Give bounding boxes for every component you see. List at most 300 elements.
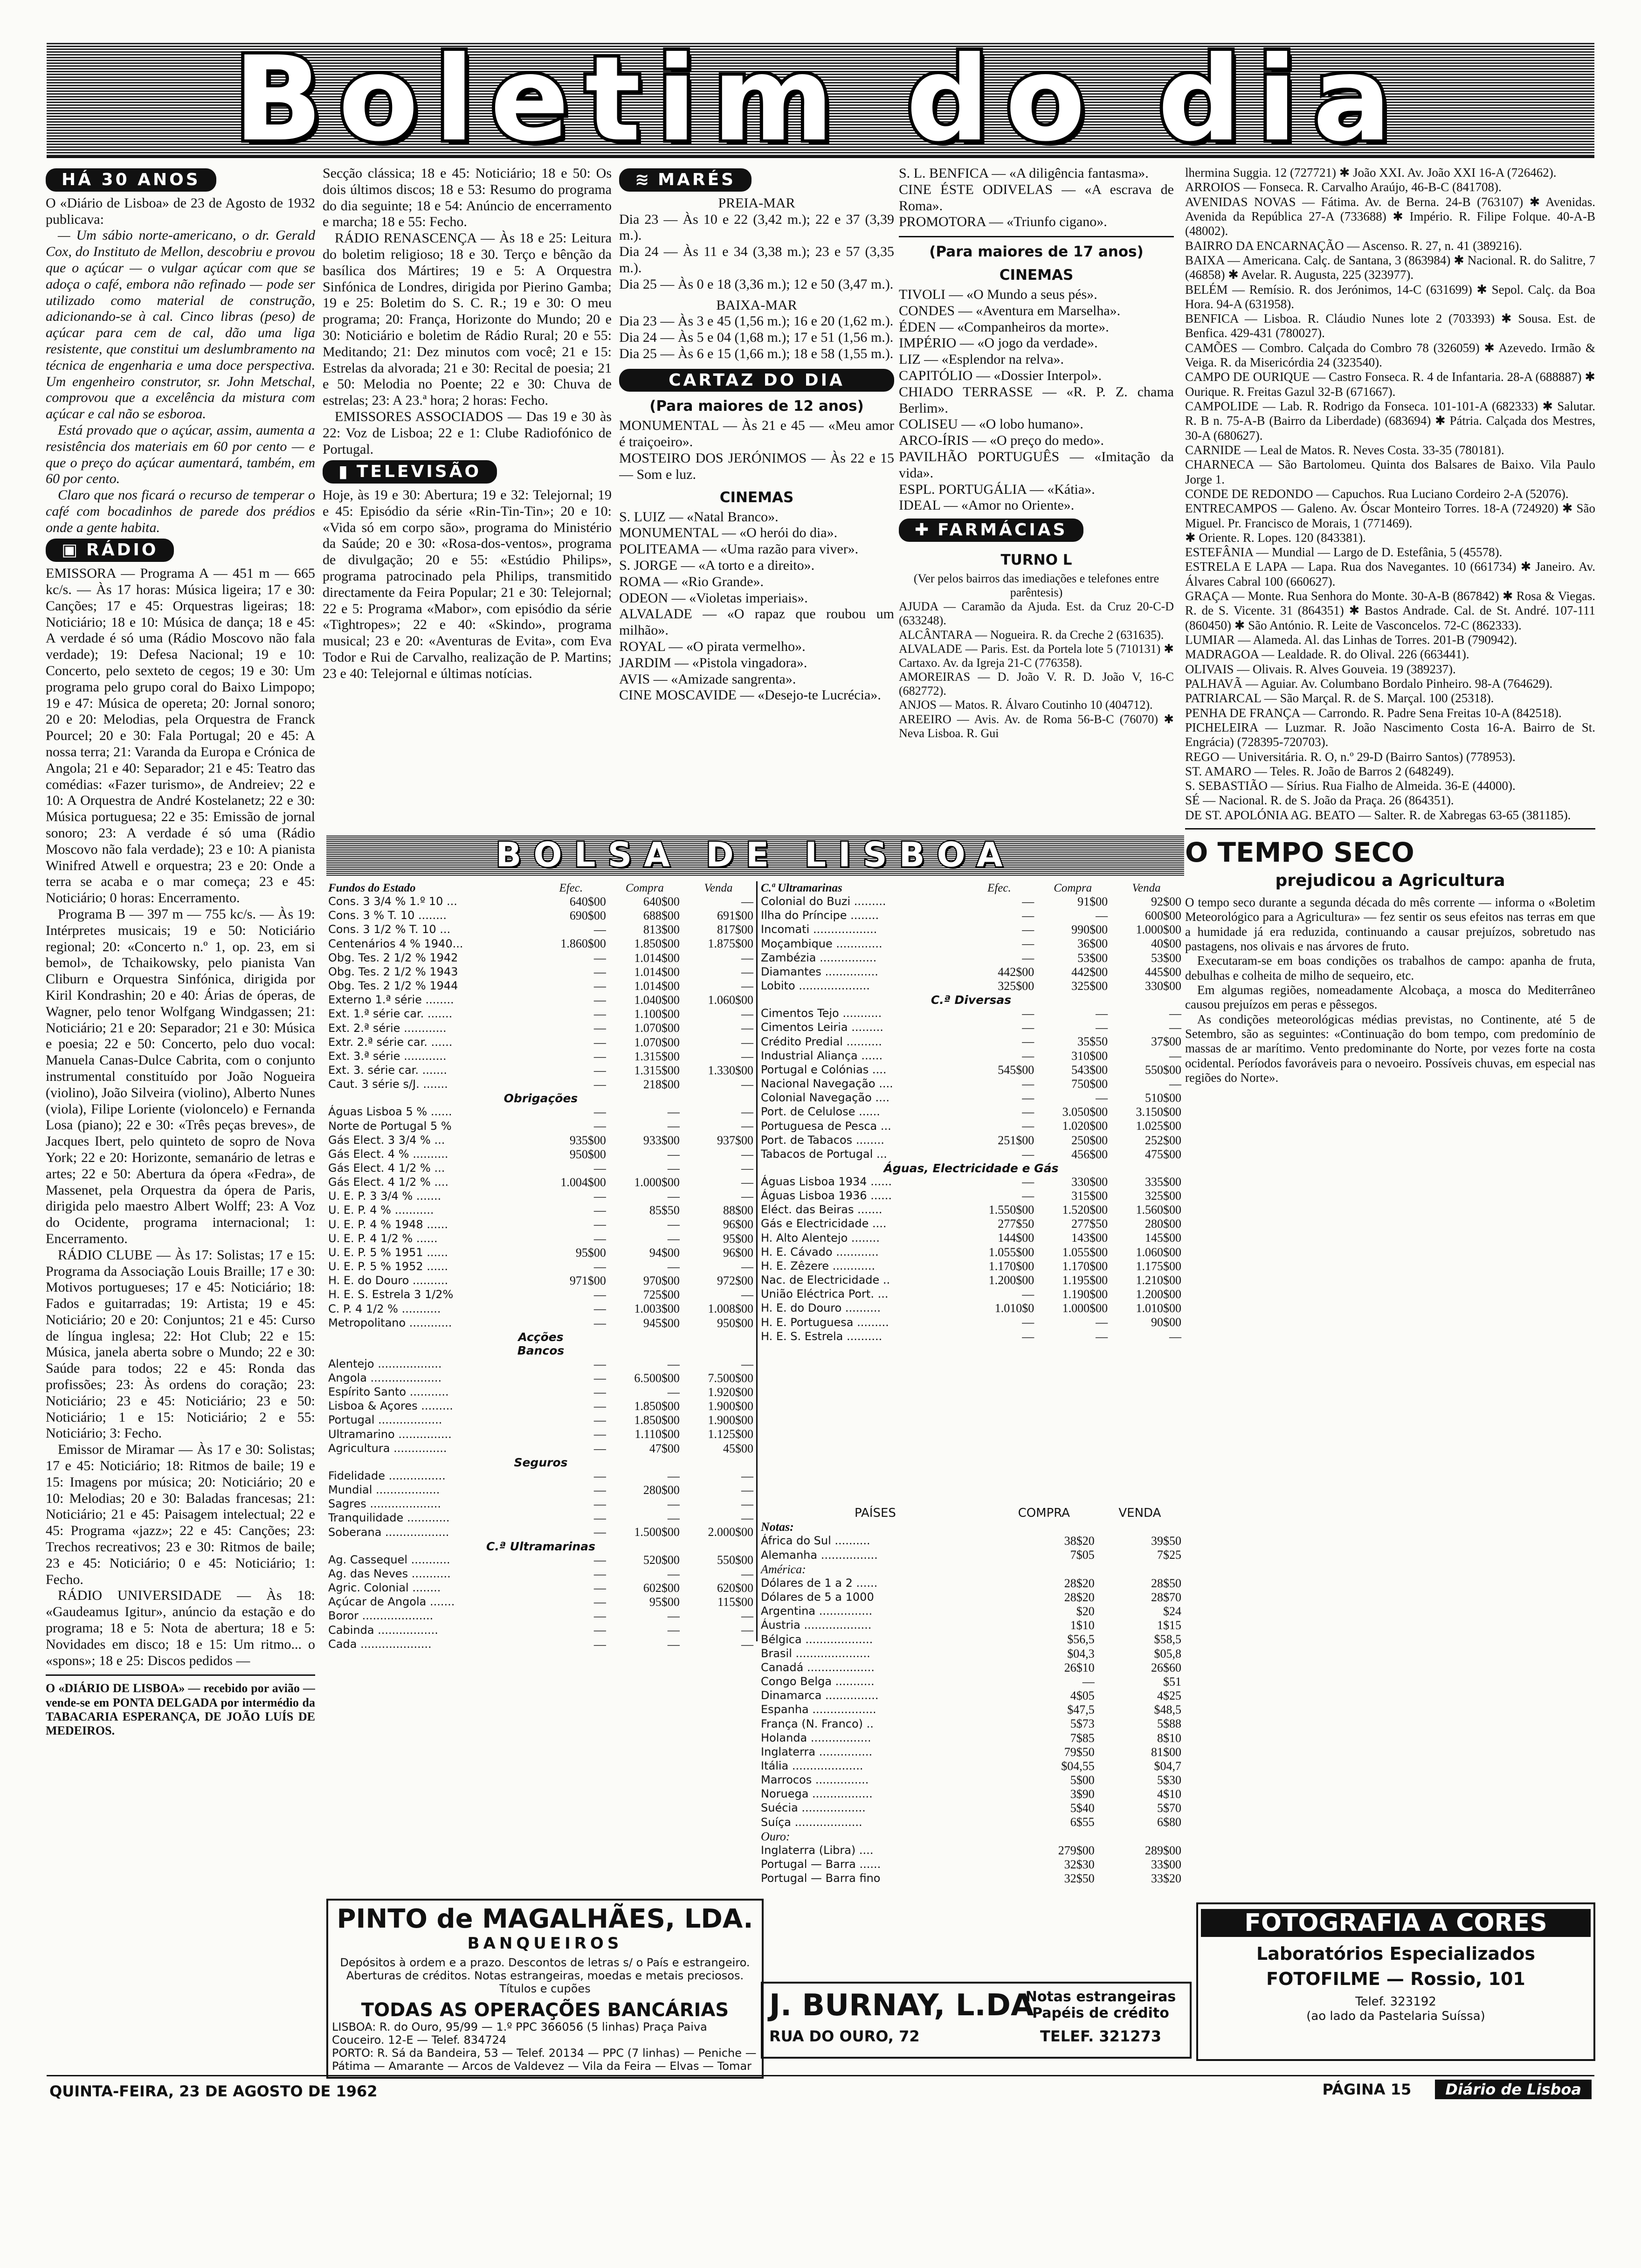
price-cell: 1.060$00 — [708, 993, 753, 1007]
price-cell: 442$00 — [998, 965, 1034, 979]
tide-entry: Dia 23 — Às 3 e 45 (1,56 m.); 16 e 20 (1,62 m.). — [619, 313, 894, 329]
table-row — [759, 1675, 1183, 1689]
security-name: Ext. 1.ª série car. ....... — [328, 1007, 453, 1021]
pharmacy-entry: BAIXA — Americana. Calç. de Santana, 3 (863984) ✱ Nacional. R. do Salitre, 7 (46858) ✱ Avelar. R. Augusta, 225 (323977). — [1185, 253, 1595, 282]
price-cell: — — [1022, 1329, 1034, 1343]
security-name: H. E. Cávado ............ — [761, 1245, 879, 1258]
ponta-delgada-note: O «DIÁRIO DE LISBOA» — recebido por avião — vende-se em PONTA DELGADA por intermédio da TABACARIA ESPERANÇA, DE JOÃO LUÍS DE MEDEIROS. — [46, 1681, 315, 1737]
table-row — [759, 1273, 1183, 1287]
cinema-entry: ÉDEN — «Companheiros da morte». — [899, 319, 1109, 335]
cinemas-title: CINEMAS — [999, 267, 1074, 284]
column-header: Fundos do Estado — [328, 882, 416, 894]
rate-cell: 5$40 — [1070, 1801, 1095, 1815]
price-cell: 1.055$00 — [1062, 1245, 1108, 1259]
price-cell: 325$00 — [1145, 1189, 1181, 1203]
price-cell: 691$00 — [717, 909, 753, 923]
price-cell: — — [593, 993, 606, 1007]
rate-cell: 28$70 — [1151, 1590, 1181, 1604]
table-row — [759, 1007, 1183, 1021]
table-row — [759, 1021, 1183, 1035]
price-cell: 1.000$00 — [634, 1175, 680, 1189]
column-3 — [619, 166, 894, 704]
price-cell: 1.210$00 — [1136, 1273, 1181, 1287]
price-cell: 1.014$00 — [634, 965, 680, 979]
security-name: Ag. das Neves ........... — [328, 1567, 451, 1580]
price-cell: — — [667, 1511, 680, 1525]
table-row — [759, 1245, 1183, 1259]
price-cell: 640$00 — [569, 895, 606, 908]
price-cell: 950$00 — [717, 1316, 753, 1330]
price-cell: 92$00 — [1151, 895, 1181, 908]
security-name: U. E. P. 4 1/2 % ...... — [328, 1231, 438, 1245]
price-cell: 935$00 — [569, 1133, 606, 1147]
price-cell: 1.920$00 — [708, 1385, 753, 1399]
price-cell: 280$00 — [1145, 1217, 1181, 1231]
table-row — [326, 1623, 755, 1637]
fotografia-ad — [1196, 1902, 1595, 2061]
price-cell: 7.500$00 — [708, 1371, 753, 1385]
price-cell: 96$00 — [723, 1245, 753, 1259]
table-row — [326, 1427, 755, 1441]
column-4 — [899, 166, 1174, 740]
column-header: Venda — [1132, 882, 1161, 894]
price-cell: — — [741, 1049, 753, 1063]
column-2 — [323, 166, 612, 682]
price-cell: 1.850$00 — [634, 937, 680, 951]
price-cell: — — [593, 1581, 606, 1595]
cinema-entry: TIVOLI — «O Mundo a seus pés». — [899, 287, 1097, 303]
security-name: U. E. P. 4 % 1948 ...... — [328, 1217, 448, 1231]
security-name: Lobito .................... — [761, 979, 870, 993]
security-name: Gás Elect. 4 1/2 % ... — [328, 1161, 445, 1175]
price-cell: 1.900$00 — [708, 1399, 753, 1413]
price-cell: 1.900$00 — [708, 1413, 753, 1427]
security-name: Portugal e Colónias .... — [761, 1063, 887, 1076]
table-row — [326, 1050, 755, 1064]
price-cell: — — [1022, 1049, 1034, 1063]
table-row — [759, 1105, 1183, 1119]
pharmacy-entry: ANJOS — Matos. R. Álvaro Coutinho 10 (404712). — [899, 698, 1153, 712]
price-cell: 1.014$00 — [634, 979, 680, 993]
table-row — [759, 1189, 1183, 1203]
table-row — [326, 1483, 755, 1497]
price-cell: — — [593, 1302, 606, 1316]
table-row — [326, 1302, 755, 1316]
price-cell: 6.500$00 — [634, 1371, 680, 1385]
price-cell: — — [593, 1259, 606, 1273]
price-cell: 277$50 — [1071, 1217, 1108, 1231]
country-name: Itália .................... — [761, 1759, 863, 1772]
price-cell: — — [593, 1063, 606, 1077]
radio-paragraph: RÁDIO UNIVERSIDADE — Às 18: «Gaudeamus Igitur», anúncio da estação e do programa; 18 e 5: Nota de abertura; 18 e 5: Novidades em disco; 18 e 15: Um ritmo... o «spons»; 18 e 25: Discos pedidos — — [46, 1588, 315, 1668]
security-name: Metropolitano ............ — [328, 1316, 452, 1329]
price-cell: 145$00 — [1145, 1231, 1181, 1245]
table-header-row — [759, 881, 1183, 895]
rate-cell: 33$20 — [1151, 1872, 1181, 1886]
cinema-entry: PROMOTORA — «Triunfo cigano». — [899, 214, 1107, 230]
price-cell: — — [593, 1623, 606, 1637]
price-cell: — — [593, 1288, 606, 1302]
price-cell: — — [741, 1021, 753, 1035]
section-row — [326, 1092, 755, 1105]
cinema-entry: CINE ÉSTE ODIVELAS — «A escrava de Roma». — [899, 181, 1174, 214]
pharmacy-entry: BAIRRO DA ENCARNAÇÃO — Ascenso. R. 27, n. 41 (389216). — [1185, 238, 1523, 253]
security-name: Portuguesa de Pesca ... — [761, 1119, 891, 1133]
show-entry: MONUMENTAL — Às 21 e 45 — «Meu amor é traiçoeiro». — [619, 418, 894, 450]
rate-cell: $48,5 — [1154, 1703, 1181, 1717]
price-cell: — — [667, 1357, 680, 1371]
price-cell: — — [667, 1231, 680, 1245]
price-cell: 1.125$00 — [708, 1427, 753, 1441]
price-cell: — — [593, 1105, 606, 1119]
price-cell: — — [741, 1357, 753, 1371]
tempo-title: O TEMPO SECO — [1185, 837, 1414, 869]
table-row — [326, 1288, 755, 1302]
rate-cell: 6$80 — [1157, 1815, 1181, 1829]
security-name: Ext. 3.ª série ............ — [328, 1049, 447, 1063]
price-cell: 550$00 — [717, 1553, 753, 1567]
price-cell: — — [1022, 895, 1034, 908]
price-cell: — — [667, 1385, 680, 1399]
table-row — [759, 1731, 1183, 1745]
price-cell: 1.200$00 — [988, 1273, 1034, 1287]
rate-cell: 81$00 — [1151, 1745, 1181, 1759]
price-cell: 35$50 — [1077, 1035, 1108, 1049]
security-name: Gás e Electricidade .... — [761, 1217, 887, 1231]
radio-paragraph: Emissor de Miramar — Às 17 e 30: Solistas; 17 e 45: Noticiário; 18: Ritmos de baile; 19 e 15: Imagens por música; 20: Noticiário; 20 e 10: Melodias; 20 e 30: Baladas francesas; 21: Noticiário; 21 e 45: Paisagem intelectual; 22 e 45: Programa «jazz»; 22 e 45: Canções; 23: Trechos recreativos; 23 e 30: Ritmos de baile; 23 e 45: Noticiário; 0 e 45: Noticiário; 1: Fecho. — [46, 1442, 315, 1587]
table-row — [759, 1618, 1183, 1632]
country-name: Congo Belga ........... — [761, 1675, 875, 1688]
bolsa-banner — [326, 835, 1184, 876]
section-label: C.ª Ultramarinas — [486, 1539, 596, 1553]
price-cell: 335$00 — [1145, 1175, 1181, 1189]
tempo-paragraph: Em algumas regiões, nomeadamente Alcobaça, a mosca do Mediterrâneo causou prejuízos em peras e pêssegos. — [1185, 982, 1595, 1012]
pharmacy-entry: ST. AMARO — Teles. R. João de Barros 2 (648249). — [1185, 764, 1454, 778]
rate-cell: $04,55 — [1061, 1759, 1095, 1773]
price-cell: 1.550$00 — [988, 1203, 1034, 1217]
pharmacy-entry: SÉ — Nacional. R. de S. João da Praça. 26 (864351). — [1185, 793, 1454, 808]
table-row — [759, 1717, 1183, 1731]
table-row — [326, 1357, 755, 1371]
security-name: Norte de Portugal 5 % — [328, 1119, 452, 1133]
price-cell: 1.060$00 — [1136, 1245, 1181, 1259]
price-cell: 1.008$00 — [708, 1302, 753, 1316]
column-rule — [756, 881, 758, 1641]
rate-cell: $05,8 — [1154, 1646, 1181, 1660]
cinema-entry: ESPL. PORTUGÁLIA — «Kátia». — [899, 481, 1095, 497]
table-row — [326, 1105, 755, 1119]
table-row — [326, 993, 755, 1007]
price-cell: 1.190$00 — [1062, 1287, 1108, 1301]
table-row — [326, 1399, 755, 1413]
farmacias-title: FARMÁCIAS — [938, 520, 1068, 540]
price-cell: 817$00 — [717, 923, 753, 937]
price-cell: — — [667, 1259, 680, 1273]
price-cell: 933$00 — [643, 1133, 680, 1147]
pharmacy-entry: CAMÕES — Combro. Calçada do Combro 78 (326059) ✱ Azevedo. Irmão & Veiga. R. da Misericórdia 24 (323540). — [1185, 340, 1595, 370]
price-cell: 88$00 — [723, 1203, 753, 1217]
column-header: PAÍSES — [855, 1506, 896, 1520]
price-cell: 1.014$00 — [634, 951, 680, 965]
radio-icon: ▣ — [62, 540, 80, 560]
price-cell: — — [1022, 1189, 1034, 1203]
price-cell: 3.150$00 — [1136, 1105, 1181, 1119]
price-cell: — — [1022, 1077, 1034, 1091]
price-cell: — — [741, 1259, 753, 1273]
country-name: Argentina ............... — [761, 1604, 873, 1618]
rate-cell: 5$88 — [1157, 1717, 1181, 1731]
ad-company-name: J. BURNAY, L.DA — [769, 1988, 1034, 2023]
ad-phone: Telef. 323192 — [1355, 1995, 1436, 2009]
price-cell: — — [741, 965, 753, 979]
price-cell: — — [741, 1511, 753, 1525]
price-cell: 310$00 — [1071, 1049, 1108, 1063]
security-name: H. E. S. Estrela .......... — [761, 1329, 883, 1343]
section-label: Águas, Electricidade e Gás — [883, 1161, 1059, 1175]
security-name: H. E. do Douro .......... — [328, 1274, 448, 1287]
cinema-entry: COLISEU — «O lobo humano». — [899, 416, 1083, 432]
price-cell: — — [1022, 1175, 1034, 1189]
column-header: Efec. — [559, 882, 583, 894]
table-row — [759, 965, 1183, 979]
price-cell: — — [593, 923, 606, 937]
table-row — [759, 1773, 1183, 1787]
pharmacy-entry: PATRIARCAL — São Marçal. R. de S. Marçal. 100 (25318). — [1185, 691, 1494, 705]
country-name: Alemanha ................ — [761, 1548, 878, 1562]
price-cell: — — [593, 1385, 606, 1399]
ha30-paragraph: Claro que nos ficará o recurso de temperar o café com bocadinhos de parede dos prédios onde a gente habita. — [46, 487, 315, 535]
pharmacy-entry: ENTRECAMPOS — Galeno. Av. Óscar Monteiro Torres. 18-A (724920) ✱ São Miguel. Pr. Francisco de Morais, 1 (771469). — [1185, 501, 1595, 530]
security-name: C. P. 4 1/2 % ........... — [328, 1302, 441, 1315]
price-cell: — — [1022, 937, 1034, 951]
security-name: Ultramarino ............... — [328, 1427, 452, 1441]
tempo-paragraph: O tempo seco durante a segunda década do mês corrente — informa o «Boletim Meteorológico para a Agricultura» — fez sentir os seus efeitos nas terras em que a humidade já era reduzida, continuando a causar prejuízos, sobretudo nas pastagens, nos olivais e nas árvores de fruto. — [1185, 895, 1595, 954]
price-cell: — — [593, 1413, 606, 1427]
ha30-paragraph: — Um sábio norte-americano, o dr. Gerald Cox, do Instituto de Mellon, descobriu e provou que o açúcar — o vulgar açúcar com que se adoça o café, embora não refinado — pode ser utilizado como material de construção, adicionando-se à cal. Cinco libras (peso) de açúcar para cem de cal, dão uma liga resistente, que constitui um deslumbramento na técnica de engenharia e uma doce perspectiva. Um engenheiro construtor, sr. John Metschal, comprovou que a excelência da mistura com açúcar e cal não se esboroa. — [46, 228, 315, 422]
price-cell: — — [593, 1553, 606, 1567]
price-cell: 545$00 — [998, 1063, 1034, 1077]
price-cell: 95$00 — [575, 1245, 606, 1259]
pharmacy-entry: AMOREIRAS — D. João V. R. D. João V, 16-C (682772). — [899, 670, 1174, 698]
security-name: Cimentos Tejo ........... — [761, 1007, 882, 1020]
rate-cell: 28$50 — [1151, 1576, 1181, 1590]
tv-icon: ▮ — [338, 462, 350, 482]
cartaz-title: CARTAZ DO DIA — [669, 370, 845, 390]
table-row — [326, 1595, 755, 1609]
price-cell: 1.110$00 — [634, 1427, 680, 1441]
price-cell: — — [593, 1511, 606, 1525]
pharmacy-entry: PICHELEIRA — Luzmar. R. João Nascimento Costa 16-A. Bairro de St. Engrácia) (728395-720703). — [1185, 720, 1595, 749]
price-cell: 143$00 — [1071, 1231, 1108, 1245]
table-row — [759, 979, 1183, 993]
price-cell: 1.100$00 — [634, 1007, 680, 1021]
ha30-header — [46, 168, 216, 192]
price-cell: 53$00 — [1151, 951, 1181, 965]
table-row — [759, 1632, 1183, 1646]
country-name: Espanha .................. — [761, 1703, 876, 1716]
price-cell: — — [741, 1119, 753, 1133]
price-cell: — — [667, 1637, 680, 1651]
price-cell: — — [1022, 1091, 1034, 1105]
price-cell: 475$00 — [1145, 1147, 1181, 1161]
table-row — [326, 1260, 755, 1274]
rate-cell: 26$60 — [1151, 1660, 1181, 1674]
security-name: U. E. P. 5 % 1952 ...... — [328, 1260, 448, 1273]
price-cell: — — [741, 951, 753, 965]
country-name: Portugal — Barra ...... — [761, 1858, 881, 1871]
security-name: Diamantes ............... — [761, 965, 878, 978]
tide-entry: Dia 23 — Às 10 e 22 (3,42 m.); 22 e 37 (3,39 m.). — [619, 211, 894, 243]
price-cell: 971$00 — [569, 1274, 606, 1288]
pharmacy-entry: BENFICA — Lisboa. R. Cláudio Nunes lote 2 (703393) ✱ Sousa. Est. de Benfica. 429-431 (780027). — [1185, 311, 1595, 340]
table-row — [326, 1413, 755, 1427]
security-name: Industrial Aliança ...... — [761, 1049, 883, 1062]
price-cell: 1.000$00 — [1062, 1301, 1108, 1315]
price-cell: 688$00 — [643, 909, 680, 923]
rate-cell: 3$90 — [1070, 1787, 1095, 1801]
price-cell: 520$00 — [643, 1553, 680, 1567]
security-name: Espírito Santo ........... — [328, 1385, 449, 1399]
price-cell: 1.040$00 — [634, 993, 680, 1007]
ad-deposits-text: Depósitos à ordem e a prazo. Descontos de letras s/ o País e estrangeiro. Aberturas de créditos. Notas estrangeiras, moedas e metais preciosos. Títulos e cupões — [340, 1956, 750, 1996]
price-cell: — — [741, 1567, 753, 1581]
column-header: Compra — [1054, 882, 1092, 894]
pharmacy-entry: AVENIDAS NOVAS — Fátima. Av. de Berna. 24-B (763107) ✱ Avenidas. Avenida da República 27-A (733688) ✱ Império. R. Filipe Folque. 40-A-B (48002). — [1185, 194, 1595, 238]
table-row — [759, 1759, 1183, 1773]
security-name: Nacional Navegação .... — [761, 1077, 893, 1091]
price-cell: 1.070$00 — [634, 1021, 680, 1035]
table-row — [759, 1035, 1183, 1049]
price-cell: 250$00 — [1071, 1133, 1108, 1147]
price-cell: 280$00 — [643, 1483, 680, 1497]
price-cell: — — [1096, 1021, 1108, 1035]
table-row — [326, 1442, 755, 1456]
rate-cell: — — [1082, 1674, 1095, 1688]
table-row — [326, 1567, 755, 1581]
country-name: Suíça ................... — [761, 1815, 862, 1829]
section-row — [326, 1330, 755, 1344]
security-name: Ag. Cassequel ........... — [328, 1553, 450, 1566]
price-cell: — — [593, 979, 606, 993]
price-cell: — — [1022, 1021, 1034, 1035]
table-row — [326, 1469, 755, 1483]
table-row — [326, 1021, 755, 1035]
price-cell: 442$00 — [1071, 965, 1108, 979]
rate-cell: 38$20 — [1064, 1534, 1095, 1548]
price-cell: — — [1096, 1315, 1108, 1329]
pharmacy-list — [1185, 166, 1595, 823]
country-name: Holanda ................. — [761, 1731, 871, 1744]
security-name: Externo 1.ª série ........ — [328, 993, 454, 1007]
price-cell: 972$00 — [717, 1274, 753, 1288]
price-cell: 640$00 — [643, 895, 680, 908]
table-row — [759, 1815, 1183, 1829]
rate-cell: $56,5 — [1067, 1632, 1095, 1646]
cinema-entry: AVIS — «Amizade sangrenta». — [619, 671, 796, 687]
price-cell: 1.875$00 — [708, 937, 753, 951]
table-row — [759, 1703, 1183, 1717]
price-cell: 45$00 — [723, 1441, 753, 1455]
country-name: Inglaterra ............... — [761, 1745, 873, 1758]
price-cell: 620$00 — [717, 1581, 753, 1595]
security-name: Port. de Celulose ...... — [761, 1105, 880, 1119]
ad-address: RUA DO OURO, 72 — [769, 2027, 920, 2045]
price-cell: 277$50 — [998, 1217, 1034, 1231]
price-cell: 47$00 — [649, 1441, 680, 1455]
price-cell: 325$00 — [998, 979, 1034, 993]
rate-cell: $51 — [1163, 1674, 1181, 1688]
price-cell: — — [1169, 1049, 1181, 1063]
masthead — [47, 31, 1594, 167]
price-cell: — — [593, 1021, 606, 1035]
price-cell: — — [741, 1483, 753, 1497]
pharmacy-entry: CONDE DE REDONDO — Capuchos. Rua Luciano Cordeiro 2-A (52076). — [1185, 486, 1569, 501]
price-cell: — — [593, 1316, 606, 1330]
footer-right — [1323, 2081, 1592, 2098]
price-cell: 1.195$00 — [1062, 1273, 1108, 1287]
cinemas-title: CINEMAS — [719, 489, 794, 506]
pharmacy-entry: PALHAVÃ — Aguiar. Av. Columbano Bordalo Pinheiro. 98-A (764629). — [1185, 676, 1553, 691]
footer-date: QUINTA-FEIRA, 23 DE AGOSTO DE 1962 — [49, 2082, 378, 2100]
cinema-entry: PAVILHÃO PORTUGUÊS — «Imitação da vida». — [899, 449, 1174, 481]
security-name: Águas Lisboa 1936 ...... — [761, 1189, 892, 1203]
price-cell: — — [593, 1203, 606, 1217]
security-name: Ilha do Príncipe ........ — [761, 909, 879, 922]
ad-shop: FOTOFILME — Rossio, 101 — [1266, 1969, 1525, 1990]
price-cell: — — [667, 1147, 680, 1161]
price-cell: — — [741, 1078, 753, 1092]
footer-paper-logo: Diário de Lisboa — [1435, 2080, 1592, 2099]
table-row — [326, 1162, 755, 1175]
price-cell: — — [741, 1161, 753, 1175]
price-cell: 1.004$00 — [560, 1175, 606, 1189]
table-row — [326, 1189, 755, 1203]
security-name: H. E. Zêzere ............ — [761, 1259, 876, 1272]
radio-continued: Secção clássica; 18 e 45: Noticiário; 18 e 50: Os dois últimos discos; 18 e 53: Resumo do programa do dia seguinte; 18 e 54: Anúncio de encerramento e marcha; 18 e 55: Fecho. — [323, 166, 612, 230]
table-row — [326, 1638, 755, 1652]
security-name: Caut. 3 série s/J. ....... — [328, 1078, 448, 1091]
table-row — [326, 909, 755, 923]
ad-lab: Laboratórios Especializados — [1256, 1943, 1536, 1964]
country-name: Brasil ..................... — [761, 1646, 870, 1660]
price-cell: 1.560$00 — [1136, 1203, 1181, 1217]
security-name: Cimentos Leiria ......... — [761, 1021, 883, 1034]
price-cell: 543$00 — [1071, 1063, 1108, 1077]
section-row — [759, 993, 1183, 1007]
country-name: Canadá ................... — [761, 1660, 875, 1674]
price-cell: — — [667, 1189, 680, 1203]
table-row — [326, 1232, 755, 1246]
pharmacy-entry: CAMPOLIDE — Lab. R. Rodrigo da Fonseca. 101-101-A (682333) ✱ Salutar. R. B n. 75-A-B (Bairro da Liberdade) (683694) ✱ Pátria. Calçada dos Mestres, 30-A (680627). — [1185, 399, 1595, 443]
farmacias-header — [899, 519, 1083, 542]
price-cell: — — [593, 1119, 606, 1133]
section-row — [759, 1162, 1183, 1175]
price-cell: — — [593, 1231, 606, 1245]
price-cell: — — [593, 1609, 606, 1623]
section-row — [326, 1540, 755, 1553]
price-cell: 1.010$0 — [994, 1301, 1034, 1315]
price-cell: — — [741, 1609, 753, 1623]
section-label: C.ª Diversas — [931, 993, 1012, 1007]
cinema-entry: ALVALADE — «O rapaz que roubou um milhão». — [619, 606, 894, 638]
price-cell: — — [1022, 1147, 1034, 1161]
table-header-row — [326, 881, 755, 895]
table-row — [759, 1604, 1183, 1618]
rate-cell: 279$00 — [1058, 1843, 1095, 1857]
table-row — [759, 1330, 1183, 1344]
security-name: Boror .................... — [328, 1609, 434, 1623]
section-label: Acções — [518, 1330, 564, 1344]
